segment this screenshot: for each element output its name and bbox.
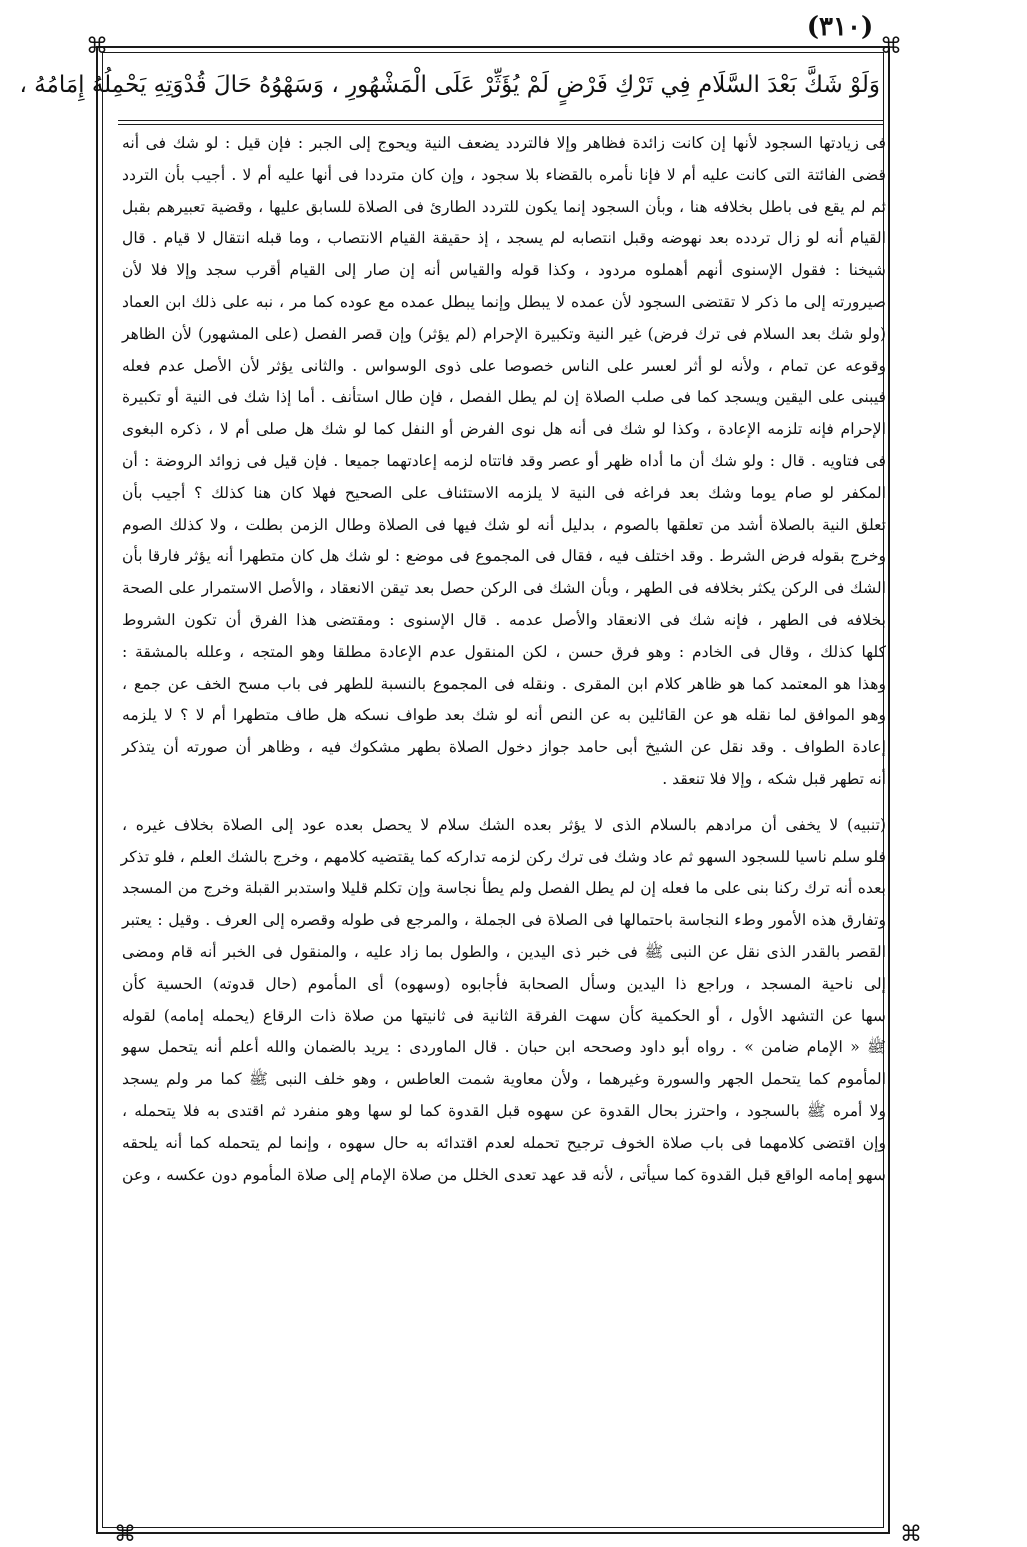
paragraph-gap (122, 796, 886, 810)
commentary-line: صيرورته إلى ما ذكر لا تقتضى السجود لأن عمده لا يبطل وإنما يبطل عمده مع عوده كما مر ، نبه على ذلك ابن العماد (122, 292, 886, 311)
commentary-body (122, 128, 886, 1191)
commentary-line: (تنبيه) لا يخفى أن مرادهم بالسلام الذى لا يؤثر بعده الشك سلام لا يحصل بعده عود إلى الصلاة بخلاف غيره ، (122, 815, 886, 834)
commentary-line: المأموم كما يتحمل الجهر والسورة وغيرهما ، ولأن معاوية شمت العاطس ، وهو خلف النبى ﷺ كما مر ولم يسجد (122, 1070, 886, 1089)
commentary-line: ولا أمره ﷺ بالسجود ، واحترز بحال القدوة عن سهوه قبل القدوة كما لو سها وهو منفرد ثم اقتدى به فلا يتحمله ، (122, 1101, 886, 1120)
commentary-line: سها عن التشهد الأول ، أو الحكمية كأن سهت الفرقة الثانية فى ثانيتها من صلاة ذات الرقاع (يحمله إمامه) لقوله (122, 1006, 886, 1025)
commentary-paragraph (122, 810, 886, 1192)
commentary-line: فيبنى على اليقين ويسجد كما فى صلب الصلاة إن لم يطل الفصل ، فإن طال استأنف . أما إذا شك فى النية أو تكبيرة (122, 388, 886, 407)
commentary-line: (ولو شك بعد السلام فى ترك فرض) غير النية وتكبيرة الإحرام (لم يؤثر) وإن قصر الفصل (على المشهور) لأن الظاهر (122, 324, 886, 343)
commentary-line: فلو سلم ناسيا للسجود السهو ثم عاد وشك فى ترك ركن لزمه تداركه كما يقتضيه كلامهم ، وخرج بالشك العلم ، فلو تذكر (120, 847, 886, 866)
commentary-line: القصر بالقدر الذى نقل عن النبى ﷺ فى خبر ذى اليدين ، والطول بما زاد عليه ، والمنقول فى الخبر أنه قام ومضى (122, 942, 886, 961)
matn-divider (118, 120, 884, 121)
corner-ornament-icon: ⌘ (900, 1522, 922, 1547)
commentary-line: وهو الموافق لما نقله هو عن القائلين به عن النص أنه لو شك بعد طواف نسكه هل طاف متطهرا أم لا ؟ لا يلزمه (122, 706, 886, 725)
commentary-line: وتفارق هذه الأمور وطء النجاسة باحتمالها فى الصلاة فى الجملة ، والمرجع فى طوله وقصره إلى العرف . وقيل : يعتبر (122, 911, 886, 930)
commentary-line: القيام أنه لو زال تردده بعد نهوضه وقبل انتصابه لم يسجد ، إذ حقيقة القيام الانتصاب ، وما قبله انتقال لا قيام . قال (122, 229, 886, 248)
commentary-line: وهذا هو المعتمد كما هو ظاهر كلام ابن المقرى . ونقله فى المجموع بالنسبة للطهر فى باب مسح الخف عن جمع ، (122, 674, 886, 693)
page-number: (٣١٠) (806, 12, 874, 42)
commentary-line: بخلافه فى الطهر ، فإنه شك فى الانعقاد والأصل عدمه . قال الإسنوى : ومقتضى هذا الفرق أن تكون الشروط (122, 610, 886, 629)
matn-divider (118, 124, 884, 125)
commentary-paragraph (122, 128, 886, 796)
commentary-line: وقوعه عن تمام ، ولأنه لو أثر لعسر على الناس خصوصا على ذوى الوسواس . والثانى يؤثر لأن الأصل عدم فعله (122, 356, 886, 375)
commentary-line: إلى ناحية المسجد ، وراجع ذا اليدين وسأل الصحابة فأجابوه (وسهوه) أى المأموم (حال قدوته) الحسية كأن (122, 974, 886, 993)
matn-text: وَلَوْ شَكَّ بَعْدَ السَّلَامِ فِي تَرْكِ فَرْضٍ لَمْ يُؤَثِّرْ عَلَى الْمَشْهُورِ ، وَسَهْوُهُ حَالَ قُدْوَتِهِ يَحْمِلُهُ إِمَامُهُ ، (19, 72, 880, 98)
corner-ornament-icon: ⌘ (880, 34, 902, 59)
corner-ornament-icon: ⌘ (114, 1522, 136, 1547)
commentary-line: فى فتاويه . قال : ولو شك أن ما أداه ظهر أو عصر وقد فاتتاه لزمه إعادتهما جميعا . فإن قيل فى زوائد الروضة : أن (122, 451, 886, 470)
commentary-line: الشك فى الركن يكثر بخلافه فى الطهر ، وبأن الشك فى الركن حصل بعد تيقن الانعقاد ، والأصل الاستمرار على الصحة (122, 579, 886, 598)
commentary-line: ﷺ « الإمام ضامن » . رواه أبو داود وصححه ابن حبان . قال الماوردى : يريد بالضمان والله أعلم أنه يتحمل سهو (122, 1038, 886, 1057)
commentary-line: كلها كذلك ، وقال فى الخادم : وهو فرق حسن ، لكن المنقول عدم الإعادة مطلقا وهو المتجه ، وعلله بالمشقة : (122, 642, 886, 661)
commentary-line: بعده أنه ترك ركنا بنى على ما فعله إن لم يطل الفصل ولم يطأ نجاسة وإن تكلم قليلا واستدبر القبلة وخرج من المسجد (122, 879, 886, 898)
commentary-line: الإحرام فإنه تلزمه الإعادة ، وكذا لو شك فى أنه هل نوى الفرض أو النفل كما لو شك هل صلى أم لا ، ذكره البغوى (122, 420, 886, 439)
commentary-line: شيخنا : فقول الإسنوى أنهم أهملوه مردود ، وكذا قوله والقياس أنه إن صار إلى القيام أقرب سجد وإلا فلا لأن (122, 261, 886, 280)
commentary-line: وإن اقتضى كلامهما فى باب صلاة الخوف ترجيح تحمله لعدم اقتدائه به حال سهوه ، وإنما لم يتحمله كما أنه يلحقه (122, 1133, 886, 1152)
corner-ornament-icon: ⌘ (86, 34, 108, 59)
commentary-line: أنه تطهر قبل شكه ، وإلا فلا تنعقد . (662, 769, 886, 788)
commentary-line: وخرج بقوله فرض الشرط . وقد اختلف فيه ، فقال فى المجموع فى موضع : لو شك هل كان متطهرا أنه يؤثر فارقا بأن (122, 547, 886, 566)
commentary-line: إعادة الطواف . وقد نقل عن الشيخ أبى حامد جواز دخول الصلاة بطهر مشكوك فيه ، وظاهر أن صورته أن يتذكر (122, 738, 886, 757)
commentary-line: المكفر لو صام يوما وشك بعد فراغه فى النية لا يلزمه الاستئناف على الصحيح فهلا كان هنا كذلك ؟ أجيب بأن (122, 483, 886, 502)
commentary-line: ثم لم يقع فى باطل بخلافه هنا ، وبأن السجود إنما يكون للتردد الطارئ فى الصلاة للسابق عليها ، وقضية تعبيرهم بقبل (122, 197, 886, 216)
commentary-line: فى زيادتها السجود لأنها إن كانت زائدة فظاهر وإلا فالتردد يضعف النية ويحوج إلى الجبر : فإن قيل : لو شك فى أنه (122, 134, 886, 152)
commentary-line: تعلق النية بالصلاة أشد من تعلقها بالصوم ، بدليل أنه لو شك فيها فى الصلاة وطال الزمن بطلت ، ولا كذلك الصوم (122, 515, 886, 534)
commentary-line: قضى الفائتة التى كانت عليه أم لا فإنا نأمره بالقضاء بلا سجود ، وإن كان مترددا فى أنها عليه أم لا . أجيب بأن التردد (122, 165, 886, 184)
commentary-line: سهو إمامه الواقع قبل القدوة كما سيأتى ، لأنه قد عهد تعدى الخلل من صلاة الإمام إلى صلاة المأموم دون عكسه ، وعن (122, 1165, 886, 1184)
